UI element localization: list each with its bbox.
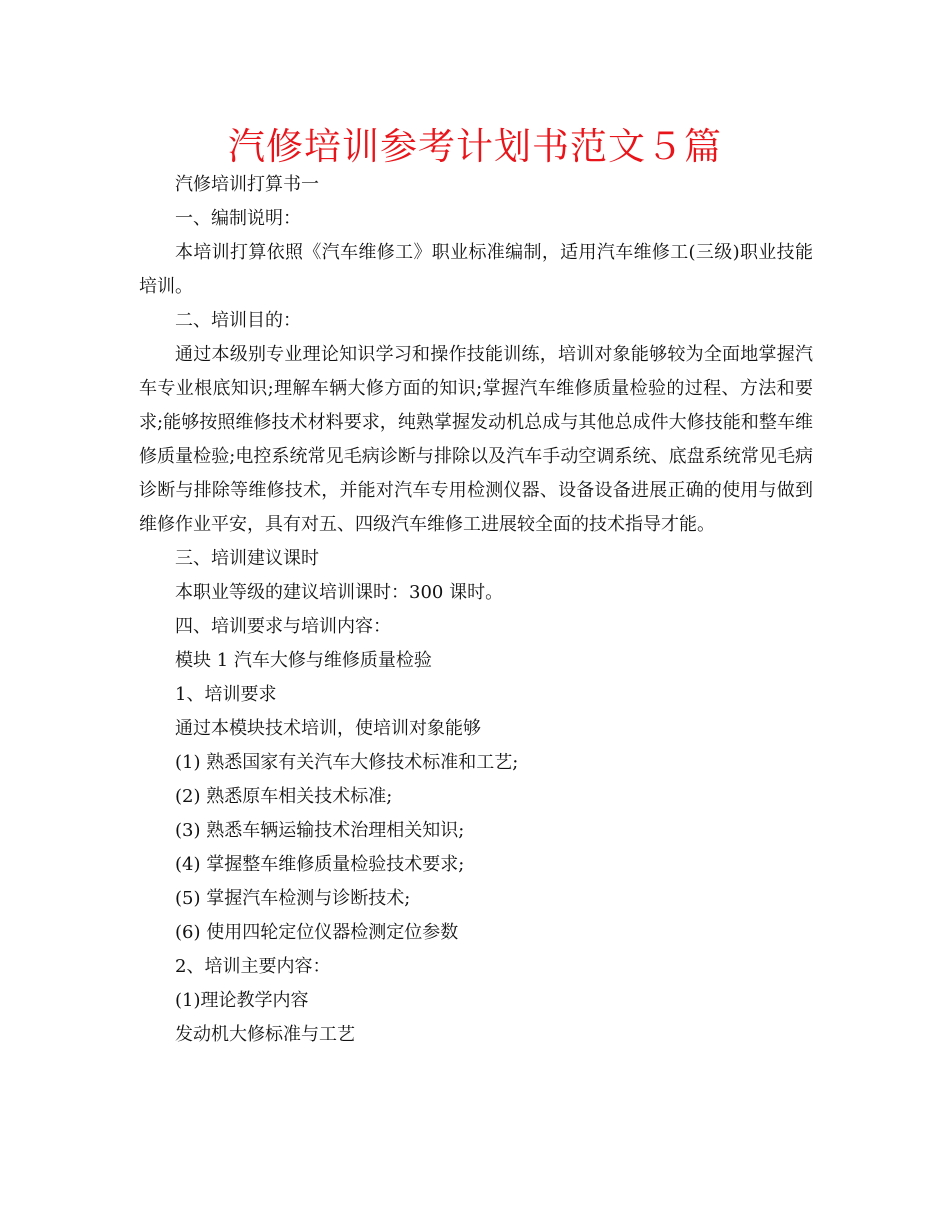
list-item: (1) 熟悉国家有关汽车大修技术标准和工艺; [175,752,519,773]
section-heading-compilation: 一、编制说明： [175,208,301,229]
subheading-theory-content: (1)理论教学内容 [175,990,309,1011]
section-heading-requirements: 四、培训要求与培训内容： [175,616,391,637]
paragraph-module-intro: 通过本模块技术培训，使培训对象能够 [175,718,481,739]
document-title: 汽修培训参考计划书范文５篇 [228,125,722,168]
subheading-main-content: 2、培训主要内容： [175,956,331,977]
section-heading-objective: 二、培训目的： [175,310,301,331]
paragraph-objective-text: 通过本级别专业理论知识学习和操作技能训练，培训对象能够较为全面地掌握汽车专业根底知识;理解车辆大修方面的知识;掌握汽车维修质量检验的过程、方法和要求;能够按照维修技术材料要求，纯熟掌握发动机总成与其他总成件大修技能和整车维修质量检验;电控系统常见毛病诊断与排除以及汽车手动空调系统、底盘系统常见毛病诊断与排除等维修技术，并能对汽车专用检测仪器、设备设备进展正确的使用与做到维修作业平安，具有对五、四级汽车维修工进展较全面的技术指导才能。 [139,344,813,535]
list-item: (2) 熟悉原车相关技术标准; [175,786,393,807]
list-item: (6) 使用四轮定位仪器检测定位参数 [175,922,459,943]
subheading-training-requirements: 1、培训要求 [175,684,277,705]
section-heading-hours: 三、培训建议课时 [175,548,319,569]
module-heading: 模块 1 汽车大修与维修质量检验 [175,650,432,671]
paragraph-compilation-text: 本培训打算依照《汽车维修工》职业标准编制，适用汽车维修工(三级)职业技能培训。 [139,242,813,297]
paragraph-hours-text: 本职业等级的建议培训课时：300 课时。 [175,582,504,603]
list-item: (5) 掌握汽车检测与诊断技术; [175,888,411,909]
list-item: (3) 熟悉车辆运输技术治理相关知识; [175,820,465,841]
list-item: (4) 掌握整车维修质量检验技术要求; [175,854,465,875]
paragraph-plan-heading: 汽修培训打算书一 [175,174,319,195]
document-body [139,168,813,1052]
paragraph-engine-overhaul: 发动机大修标准与工艺 [175,1024,355,1045]
